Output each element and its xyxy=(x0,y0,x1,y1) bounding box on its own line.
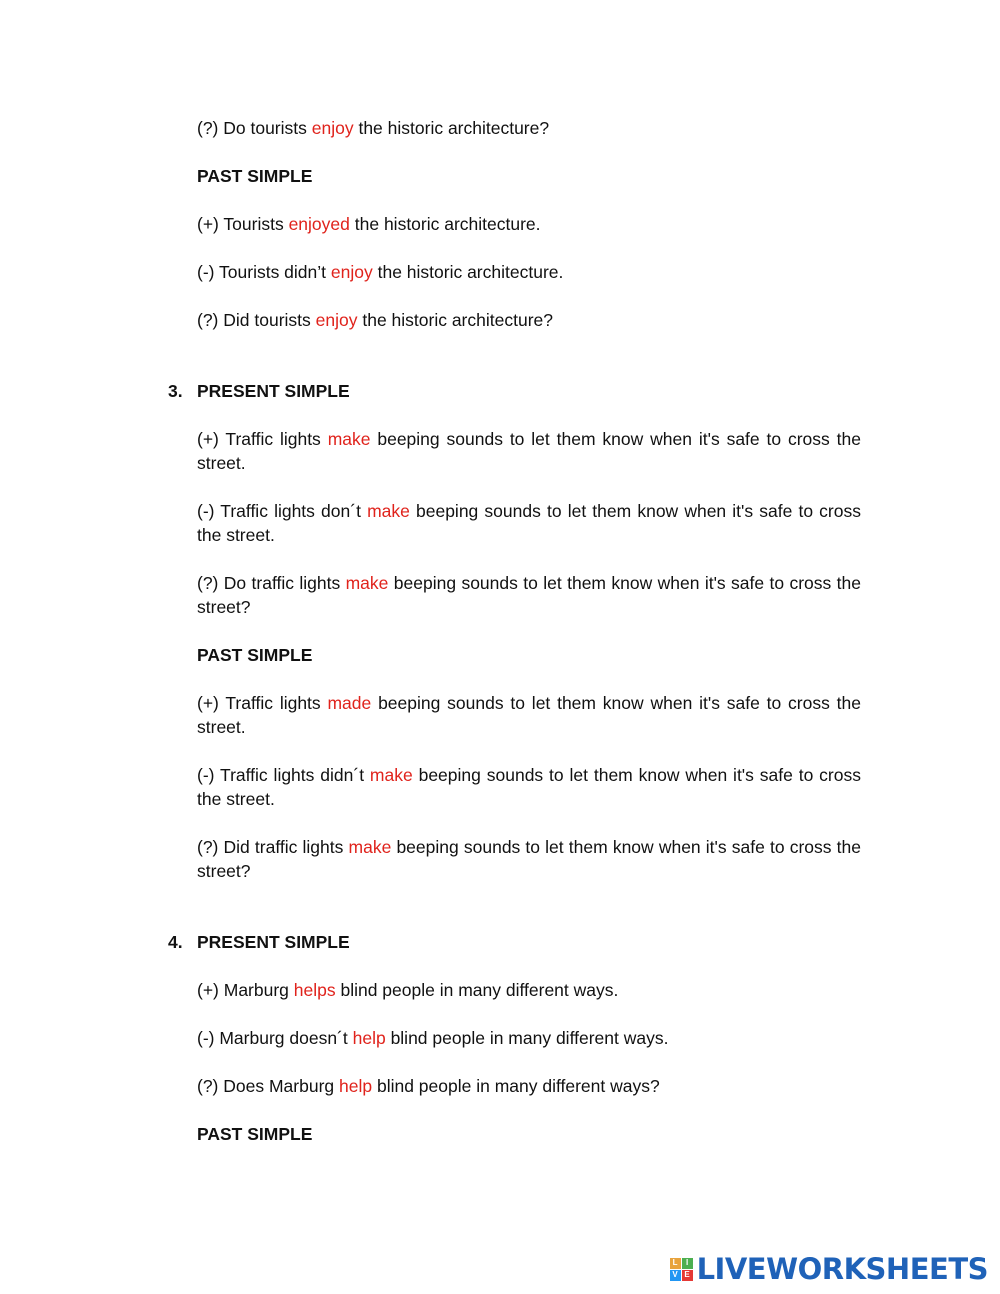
verb-highlight: made xyxy=(327,693,372,713)
section-heading-present-simple: PRESENT SIMPLE xyxy=(197,932,350,952)
sentence-negative-past-3: (-) Traffic lights didn´t make beeping sounds to let them know when it's safe to cross the street. xyxy=(197,765,861,809)
verb-highlight: enjoy xyxy=(315,310,358,330)
sentence-question-present-1: (?) Do tourists enjoy the historic architecture? xyxy=(197,118,550,138)
heading-past-simple: PAST SIMPLE xyxy=(197,1124,313,1144)
sentence-negative-present-3: (-) Traffic lights don´t make beeping sounds to let them know when it's safe to cross the street. xyxy=(197,501,861,545)
logo-text: LIVEWORKSHEETS xyxy=(696,1252,988,1286)
sentence-question-past-1: (?) Did tourists enjoy the historic architecture? xyxy=(197,310,553,330)
section-number: 3. xyxy=(168,381,183,401)
sentence-positive-past-1: (+) Tourists enjoyed the historic architecture. xyxy=(197,214,541,234)
verb-highlight: make xyxy=(327,429,371,449)
verb-highlight: make xyxy=(348,837,392,857)
sentence-positive-present-4: (+) Marburg helps blind people in many different ways. xyxy=(197,980,619,1000)
verb-highlight: helps xyxy=(293,980,336,1000)
verb-highlight: enjoy xyxy=(311,118,354,138)
logo-mark-icon: L I V E xyxy=(670,1258,693,1281)
verb-highlight: make xyxy=(367,501,410,521)
sentence-question-past-3: (?) Did traffic lights make beeping sounds to let them know when it's safe to cross the street? xyxy=(197,837,861,881)
sentence-negative-past-1: (-) Tourists didn’t enjoy the historic architecture. xyxy=(197,262,564,282)
verb-highlight: enjoyed xyxy=(288,214,350,234)
liveworksheets-logo xyxy=(670,1252,988,1286)
sentence-positive-past-3: (+) Traffic lights made beeping sounds to let them know when it's safe to cross the street. xyxy=(197,693,861,737)
verb-highlight: make xyxy=(369,765,413,785)
heading-past-simple: PAST SIMPLE xyxy=(197,645,313,665)
sentence-positive-present-3: (+) Traffic lights make beeping sounds to let them know when it's safe to cross the street. xyxy=(197,429,861,473)
verb-highlight: help xyxy=(339,1076,373,1096)
section-number: 4. xyxy=(168,932,183,952)
verb-highlight: make xyxy=(345,573,389,593)
verb-highlight: enjoy xyxy=(330,262,373,282)
verb-highlight: help xyxy=(352,1028,386,1048)
sentence-question-present-3: (?) Do traffic lights make beeping sounds to let them know when it's safe to cross the street? xyxy=(197,573,861,617)
section-heading-present-simple: PRESENT SIMPLE xyxy=(197,381,350,401)
sentence-question-present-4: (?) Does Marburg help blind people in many different ways? xyxy=(197,1076,660,1096)
sentence-negative-present-4: (-) Marburg doesn´t help blind people in many different ways. xyxy=(197,1028,669,1048)
heading-past-simple: PAST SIMPLE xyxy=(197,166,313,186)
